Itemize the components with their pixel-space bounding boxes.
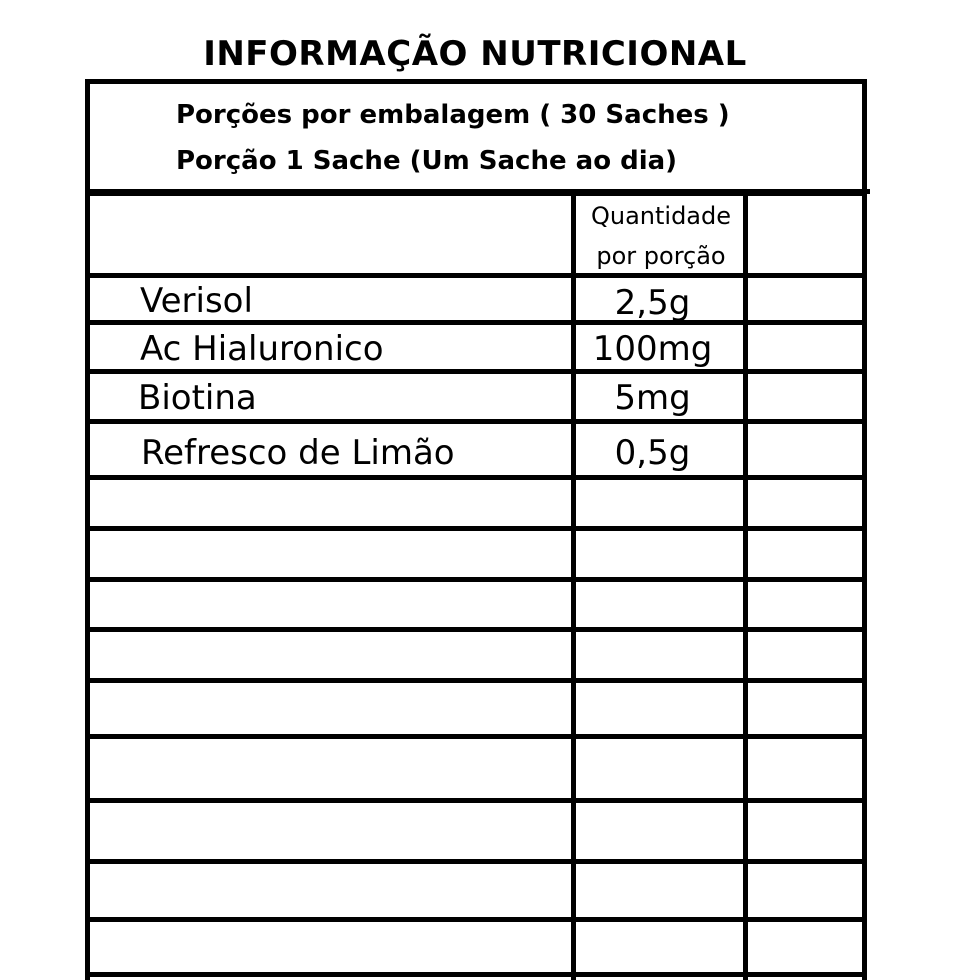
- row-separator: [85, 273, 867, 278]
- ingredient-name: Verisol: [140, 281, 253, 321]
- quantity-column-header: [576, 196, 746, 276]
- row-separator: [85, 859, 867, 864]
- ingredient-quantity: 2,5g: [614, 283, 691, 323]
- quantity-header-line1: Quantidade: [590, 202, 732, 230]
- row-separator: [85, 577, 867, 582]
- row-separator: [85, 972, 867, 977]
- row-separator: [85, 369, 867, 374]
- row-separator: [85, 678, 867, 683]
- row-separator: [85, 627, 867, 632]
- serving-size: Porção 1 Sache (Um Sache ao dia): [176, 146, 678, 176]
- row-separator: [85, 475, 867, 480]
- ingredient-quantity: 0,5g: [614, 433, 691, 473]
- row-separator: [85, 526, 867, 531]
- row-separator: [85, 917, 867, 922]
- serving-divider-2: [85, 194, 865, 196]
- row-separator: [85, 419, 867, 424]
- ingredient-name: Biotina: [138, 378, 257, 418]
- ingredient-quantity: 5mg: [614, 378, 691, 418]
- quantity-header-line2: por porção: [596, 242, 726, 270]
- servings-per-package: Porções por embalagem ( 30 Saches ): [176, 100, 730, 130]
- ingredient-name: Ac Hialuronico: [140, 329, 384, 369]
- row-separator: [85, 734, 867, 739]
- page-title: INFORMAÇÃO NUTRICIONAL: [203, 34, 747, 74]
- ingredient-name: Refresco de Limão: [141, 433, 455, 473]
- ingredient-quantity: 100mg: [592, 329, 713, 369]
- row-separator: [85, 798, 867, 803]
- table-border-top: [85, 79, 867, 84]
